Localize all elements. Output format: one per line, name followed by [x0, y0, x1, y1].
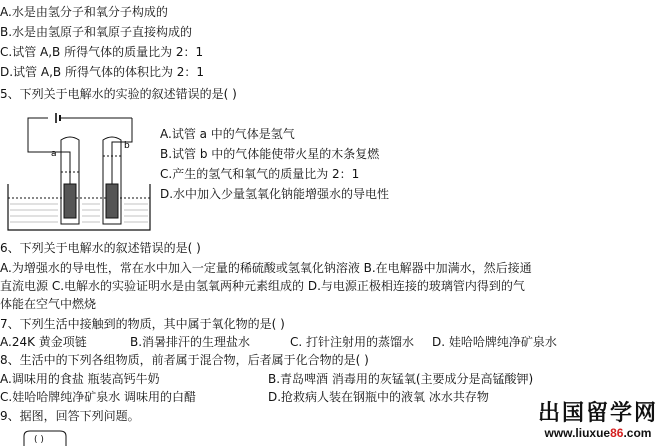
q6-stem: 6、下列关于电解水的叙述错误的是( ): [0, 241, 201, 255]
q5-option-a: A.试管 a 中的气体是氢气: [160, 127, 295, 141]
q5-option-c: C.产生的氢气和氧气的质量比为 2：1: [160, 167, 360, 181]
q7-option-a: A.24K 黄金项链: [0, 335, 87, 349]
q4-option-b: B.水是由氢原子和氧原子直接构成的: [0, 25, 193, 39]
q9-stem: 9、据图，回答下列问题。: [0, 409, 140, 423]
q8-option-b: B.青岛啤酒 消毒用的灰锰氧(主要成分是高锰酸钾): [268, 372, 534, 386]
q9-figure-partial: [20, 428, 80, 446]
q4-option-c: C.试管 A,B 所得气体的质量比为 2：1: [0, 45, 204, 59]
q7-option-b: B.消暑排汗的生理盐水: [130, 335, 251, 349]
q6-options-line3: 体能在空气中燃烧: [0, 297, 97, 311]
q8-option-c: C.娃哈哈牌纯净矿泉水 调味用的白醋: [0, 390, 197, 404]
q8-option-d: D.抢救病人装在钢瓶中的液氧 冰水共存物: [268, 390, 489, 404]
q5-stem: 5、下列关于电解水的实验的叙述错误的是( ): [0, 87, 237, 101]
tube-b-label: b: [124, 141, 130, 151]
svg-text:( ): ( ): [34, 435, 44, 445]
electrolysis-apparatus-figure: [0, 112, 155, 235]
q8-option-a: A.调味用的食盐 瓶装高钙牛奶: [0, 372, 160, 386]
tube-a-label: a: [51, 149, 57, 159]
q6-options-line2: 直流电源 C.电解水的实验证明水是由氢氧两种元素组成的 D.与电源正极相连接的玻璃管内得到的气: [0, 279, 525, 293]
q8-stem: 8、生活中的下列各组物质，前者属于混合物，后者属于化合物的是( ): [0, 353, 369, 367]
q4-option-a: A.水是由氢分子和氧分子构成的: [0, 5, 168, 19]
q4-option-d: D.试管 A,B 所得气体的体积比为 2：1: [0, 65, 205, 79]
q5-option-b: B.试管 b 中的气体能使带火星的木条复燃: [160, 147, 380, 161]
watermark-title: 出国留学网: [537, 401, 658, 426]
q7-option-c: C. 打针注射用的蒸馏水: [290, 335, 415, 349]
site-watermark: [538, 402, 658, 440]
q5-option-d: D.水中加入少量氢氧化钠能增强水的导电性: [160, 187, 390, 201]
q7-option-d: D. 娃哈哈牌纯净矿泉水: [432, 335, 557, 349]
q7-stem: 7、下列生活中接触到的物质，其中属于氧化物的是( ): [0, 317, 285, 331]
watermark-url: www.liuxue86.com: [544, 426, 652, 440]
q6-options-line1: A.为增强水的导电性，常在水中加入一定量的稀硫酸或氢氧化钠溶液 B.在电解器中加满水，然后接通: [0, 261, 532, 275]
